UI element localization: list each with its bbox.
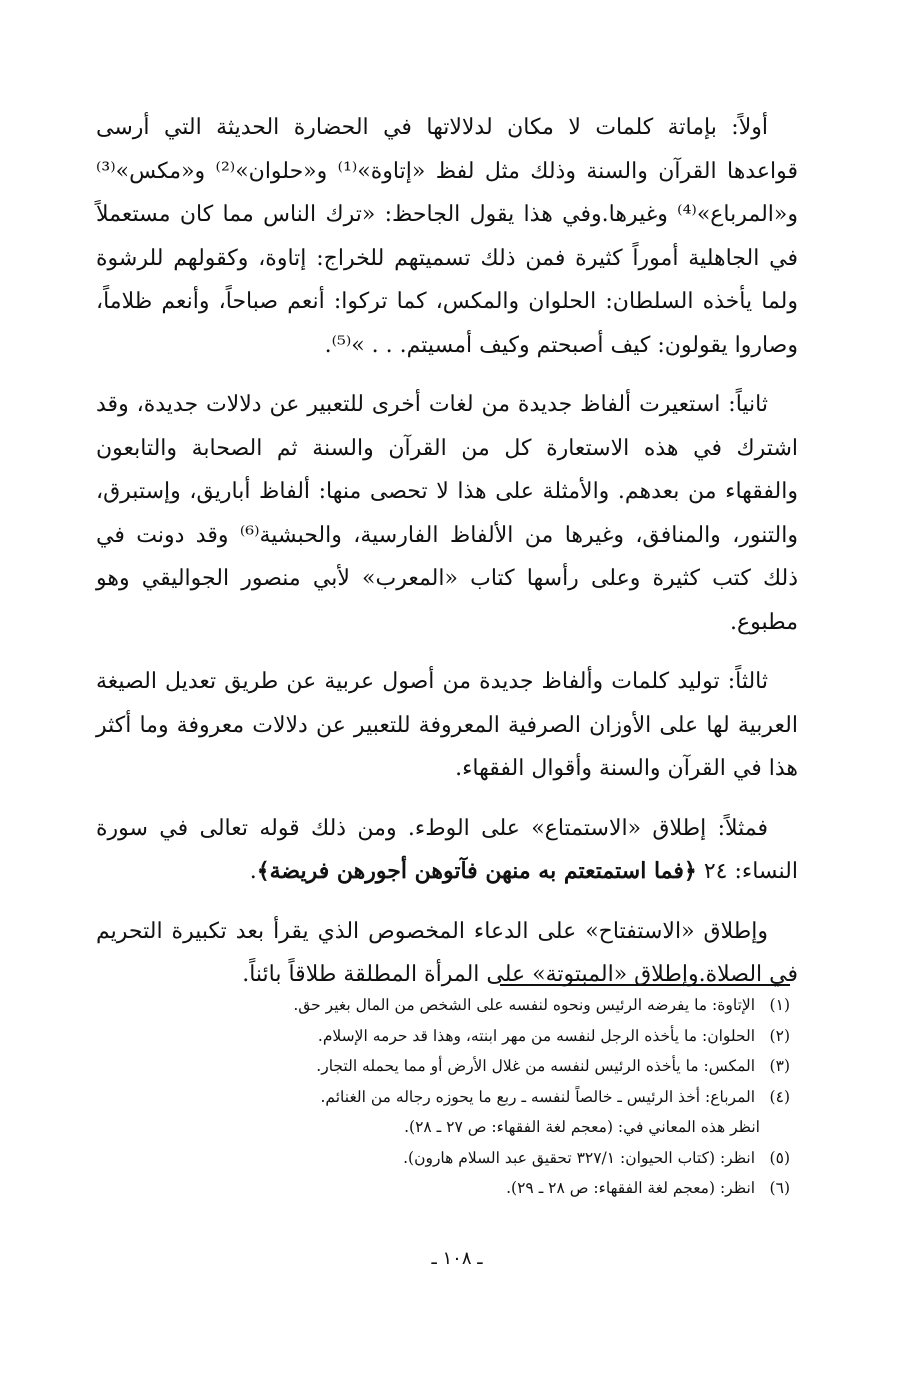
footnote-text: المرباع: أخذ الرئيس ـ خالصاً لنفسه ـ ربع ما يحوزه رجاله من الغنائم.	[320, 1087, 756, 1106]
footnote-text: المكس: ما يأخذه الرئيس لنفسه من غلال الأرض أو مما يحمله التجار.	[316, 1057, 756, 1075]
footnote-number: (٦)	[769, 1179, 790, 1197]
main-text	[96, 106, 798, 1013]
footnote-number: (٢)	[769, 1026, 790, 1045]
footnote-text: انظر: (معجم لغة الفقهاء: ص ٢٨ ـ ٢٩).	[506, 1179, 756, 1197]
footnotes	[140, 990, 790, 1204]
footnote-number: (٣)	[769, 1057, 790, 1075]
footnote-4	[140, 1082, 790, 1113]
paragraph-first: أولاً: بإماتة كلمات لا مكان لدلالاتها في الحضارة الحديثة التي أرسى قواعدها القرآن والسنة وذلك مثل لفظ «إتاوة»⁽¹⁾ و«حلوان»⁽²⁾ و«مكس»⁽³⁾ و«المرباع»⁽⁴⁾ وغيرها.وفي هذا يقول الجاحظ: «ترك الناس مما كان مستعملاً في الجاهلية أموراً كثيرة فمن ذلك تسميتهم للخراج: إتاوة، وكقولهم للرشوة ولما يأخذه السلطان: الحلوان والمكس، كما تركوا: أنعم صباحاً، وأنعم ظلاماً، وصاروا يقولون: كيف أصبحتم وكيف أمسيتم. . . »⁽⁵⁾.	[96, 115, 798, 358]
quran-verse: ﴿فما استمتعتم به منهن فآتوهن أجورهن فريضة﴾	[256, 858, 697, 884]
footnote-1	[140, 990, 790, 1021]
paragraph-quran-example-end: .	[249, 859, 257, 884]
paragraph-quran-example-intro: فمثلاً: إطلاق «الاستمتاع» على الوطء. ومن ذلك قوله تعالى في سورة النساء: ٢٤	[96, 815, 798, 884]
page-number: ـ ١٠٨ ـ	[431, 1248, 483, 1269]
footnote-text: انظر هذه المعاني في: (معجم لغة الفقهاء: ص ٢٧ ـ ٢٨).	[404, 1118, 760, 1136]
footnote-text: الحلوان: ما يأخذه الرجل لنفسه من مهر ابنته، وهذا قد حرمه الإسلام.	[317, 1026, 756, 1045]
paragraph-second: ثانياً: استعيرت ألفاظ جديدة من لغات أخرى للتعبير عن دلالات جديدة، وقد اشترك في هذه الاستعارة كل من القرآن والسنة ثم الصحابة والتابعون والفقهاء من بعدهم. والأمثلة على هذا لا تحصى منها: ألفاظ أباريق، وإستبرق، والتنور، والمنافق، وغيرها من الألفاظ الفارسية، والحبشية⁽⁶⁾ وقد دونت في ذلك كتب كثيرة وعلى رأسها كتاب «المعرب» لأبي منصور الجواليقي وهو مطبوع.	[96, 392, 798, 635]
paragraph-quran-example	[96, 807, 798, 894]
footnote-5	[140, 1143, 790, 1174]
footnote-2	[140, 1021, 790, 1052]
footnote-number: (٥)	[769, 1148, 790, 1167]
footnote-3	[140, 1051, 790, 1082]
footnote-divider	[500, 984, 790, 986]
paragraph-last: وإطلاق «الاستفتاح» على الدعاء المخصوص الذي يقرأ بعد تكبيرة التحريم في الصلاة.وإطلاق «المبتوتة» على المرأة المطلقة طلاقاً بائناً.	[96, 918, 798, 987]
footnote-6	[140, 1173, 790, 1204]
footnote-text: انظر: (كتاب الحيوان: ٣٢٧/١ تحقيق عبد السلام هارون).	[403, 1148, 756, 1167]
paragraph-third: ثالثاً: توليد كلمات وألفاظ جديدة من أصول عربية عن طريق تعديل الصيغة العربية لها على الأوزان الصرفية المعروفة للتعبير عن دلالات معروفة وما أكثر هذا في القرآن والسنة وأقوال الفقهاء.	[96, 669, 798, 781]
footnote-number: (١)	[769, 996, 790, 1014]
footnote-4-reference	[140, 1112, 790, 1143]
footnote-text: الإتاوة: ما يفرضه الرئيس ونحوه لنفسه على الشخص من المال بغير حق.	[293, 996, 756, 1014]
footnote-number: (٤)	[769, 1087, 790, 1106]
